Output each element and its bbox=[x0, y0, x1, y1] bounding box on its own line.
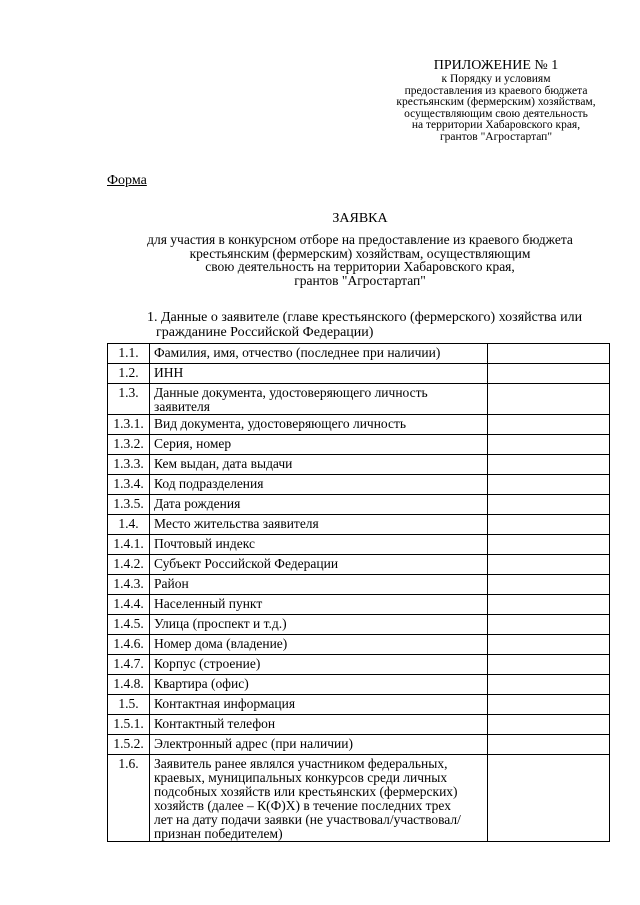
row-label-line: Место жительства заявителя bbox=[154, 516, 319, 531]
row-label-line: Субъект Российской Федерации bbox=[154, 556, 339, 571]
row-value-field[interactable] bbox=[488, 455, 610, 475]
row-label-line: Фамилия, имя, отчество (последнее при наличии) bbox=[154, 345, 441, 360]
row-label bbox=[150, 715, 488, 735]
row-number: 1.4.8. bbox=[108, 675, 150, 695]
row-label bbox=[150, 455, 488, 475]
row-number: 1.3.3. bbox=[108, 455, 150, 475]
row-number: 1.2. bbox=[108, 364, 150, 384]
row-label-line: подсобных хозяйств или крестьянских (фермерских) bbox=[154, 784, 458, 799]
row-value-field[interactable] bbox=[488, 555, 610, 575]
row-value-field[interactable] bbox=[488, 695, 610, 715]
row-label-line: Квартира (офис) bbox=[154, 676, 249, 691]
table-row bbox=[108, 384, 610, 415]
row-label-line: Улица (проспект и т.д.) bbox=[154, 616, 287, 631]
row-label-line: ИНН bbox=[154, 365, 184, 380]
table-row bbox=[108, 735, 610, 755]
row-label-line: Почтовый индекс bbox=[154, 536, 255, 551]
row-label bbox=[150, 344, 488, 364]
table-row bbox=[108, 595, 610, 615]
row-label bbox=[150, 655, 488, 675]
row-number: 1.5. bbox=[108, 695, 150, 715]
row-label-line: Вид документа, удостоверяющего личность bbox=[154, 416, 407, 431]
row-value-field[interactable] bbox=[488, 515, 610, 535]
row-value-field[interactable] bbox=[488, 344, 610, 364]
row-label bbox=[150, 595, 488, 615]
row-value-field[interactable] bbox=[488, 535, 610, 555]
row-number: 1.1. bbox=[108, 344, 150, 364]
subtitle-line: свою деятельность на территории Хабаровского края, bbox=[205, 259, 515, 274]
table-row bbox=[108, 475, 610, 495]
row-number: 1.3.5. bbox=[108, 495, 150, 515]
table-row bbox=[108, 635, 610, 655]
row-label bbox=[150, 495, 488, 515]
row-label-line: Кем выдан, дата выдачи bbox=[154, 456, 293, 471]
appendix-line: предоставления из краевого бюджета bbox=[404, 84, 588, 97]
table-row bbox=[108, 615, 610, 635]
document-title: ЗАЯВКА bbox=[332, 211, 388, 226]
row-number: 1.4.4. bbox=[108, 595, 150, 615]
row-label bbox=[150, 384, 488, 415]
row-label-line: Номер дома (владение) bbox=[154, 636, 288, 651]
subtitle-line: крестьянским (фермерским) хозяйствам, осуществляющим bbox=[189, 245, 531, 261]
row-label bbox=[150, 755, 488, 842]
table-row bbox=[108, 435, 610, 455]
row-label bbox=[150, 735, 488, 755]
row-label bbox=[150, 364, 488, 384]
row-value-field[interactable] bbox=[488, 435, 610, 455]
document-subtitle bbox=[60, 233, 640, 287]
row-number: 1.4.3. bbox=[108, 575, 150, 595]
row-label-line: Код подразделения bbox=[154, 476, 264, 491]
row-label bbox=[150, 675, 488, 695]
table-row bbox=[108, 515, 610, 535]
row-value-field[interactable] bbox=[488, 415, 610, 435]
row-value-field[interactable] bbox=[488, 755, 610, 842]
table-body bbox=[108, 344, 610, 842]
row-label-line: Корпус (строение) bbox=[154, 656, 261, 671]
table-row bbox=[108, 364, 610, 384]
row-number: 1.4.7. bbox=[108, 655, 150, 675]
row-value-field[interactable] bbox=[488, 495, 610, 515]
row-label bbox=[150, 575, 488, 595]
row-value-field[interactable] bbox=[488, 615, 610, 635]
row-label-line: хозяйств (далее – К(Ф)Х) в течение последних трех bbox=[154, 798, 451, 813]
row-label-line: лет на дату подачи заявки (не участвовал/участвовал/ bbox=[154, 812, 461, 827]
appendix-line: на территории Хабаровского края, bbox=[411, 119, 581, 131]
row-value-field[interactable] bbox=[488, 735, 610, 755]
row-label bbox=[150, 615, 488, 635]
row-label-line: Заявитель ранее являлся участником федеральных, bbox=[154, 756, 448, 771]
table-row bbox=[108, 755, 610, 842]
subtitle-line: для участия в конкурсном отборе на предоставление из краевого бюджета bbox=[147, 232, 573, 247]
row-value-field[interactable] bbox=[488, 675, 610, 695]
row-label bbox=[150, 415, 488, 435]
row-number: 1.4.5. bbox=[108, 615, 150, 635]
row-number: 1.4.6. bbox=[108, 635, 150, 655]
row-number: 1.3.4. bbox=[108, 475, 150, 495]
row-label bbox=[150, 635, 488, 655]
table-row bbox=[108, 495, 610, 515]
row-label-line: Населенный пункт bbox=[154, 596, 263, 611]
appendix-header bbox=[380, 58, 612, 143]
row-label-line: Серия, номер bbox=[154, 436, 232, 451]
row-label-line: заявителя bbox=[154, 399, 210, 414]
row-number: 1.5.2. bbox=[108, 735, 150, 755]
row-label-line: Контактный телефон bbox=[154, 716, 276, 731]
row-value-field[interactable] bbox=[488, 364, 610, 384]
row-value-field[interactable] bbox=[488, 595, 610, 615]
row-label-line: Данные документа, удостоверяющего личность bbox=[154, 385, 428, 400]
row-value-field[interactable] bbox=[488, 575, 610, 595]
row-label-line: Район bbox=[154, 576, 189, 591]
row-value-field[interactable] bbox=[488, 715, 610, 735]
row-value-field[interactable] bbox=[488, 384, 610, 415]
row-value-field[interactable] bbox=[488, 635, 610, 655]
row-label-line: Дата рождения bbox=[154, 496, 241, 511]
row-number: 1.4.2. bbox=[108, 555, 150, 575]
row-value-field[interactable] bbox=[488, 475, 610, 495]
table-row bbox=[108, 695, 610, 715]
table-row bbox=[108, 415, 610, 435]
section-heading-line: 1. Данные о заявителе (главе крестьянского (фермерского) хозяйства или bbox=[147, 310, 583, 325]
appendix-line: осуществляющим свою деятельность bbox=[404, 107, 588, 120]
row-label-line: признан победителем) bbox=[154, 826, 283, 841]
row-label-line: Контактная информация bbox=[154, 696, 296, 711]
row-label bbox=[150, 435, 488, 455]
subtitle-line: грантов "Агростартап" bbox=[294, 272, 426, 288]
row-number: 1.3. bbox=[108, 384, 150, 415]
table-row bbox=[108, 455, 610, 475]
table-row bbox=[108, 655, 610, 675]
section-heading-line: гражданине Российской Федерации) bbox=[156, 325, 374, 340]
form-label: Форма bbox=[107, 173, 147, 188]
section-heading bbox=[147, 310, 582, 340]
row-label bbox=[150, 555, 488, 575]
table-row bbox=[108, 535, 610, 555]
row-number: 1.3.2. bbox=[108, 435, 150, 455]
table-row bbox=[108, 344, 610, 364]
row-number: 1.3.1. bbox=[108, 415, 150, 435]
appendix-line: грантов "Агростартап" bbox=[439, 130, 553, 143]
appendix-title: ПРИЛОЖЕНИЕ № 1 bbox=[433, 58, 559, 73]
table-row bbox=[108, 575, 610, 595]
row-label bbox=[150, 535, 488, 555]
table-row bbox=[108, 675, 610, 695]
table-row bbox=[108, 555, 610, 575]
row-label bbox=[150, 475, 488, 495]
row-label bbox=[150, 515, 488, 535]
row-number: 1.5.1. bbox=[108, 715, 150, 735]
applicant-data-table bbox=[107, 343, 610, 842]
table-row bbox=[108, 715, 610, 735]
row-label-line: Электронный адрес (при наличии) bbox=[154, 736, 353, 751]
row-label bbox=[150, 695, 488, 715]
appendix-line: к Порядку и условиям bbox=[441, 73, 551, 85]
row-number: 1.6. bbox=[108, 755, 150, 842]
appendix-line: крестьянским (фермерским) хозяйствам, bbox=[396, 96, 596, 108]
row-label-line: краевых, муниципальных конкурсов среди личных bbox=[154, 770, 448, 785]
row-value-field[interactable] bbox=[488, 655, 610, 675]
row-number: 1.4. bbox=[108, 515, 150, 535]
row-number: 1.4.1. bbox=[108, 535, 150, 555]
